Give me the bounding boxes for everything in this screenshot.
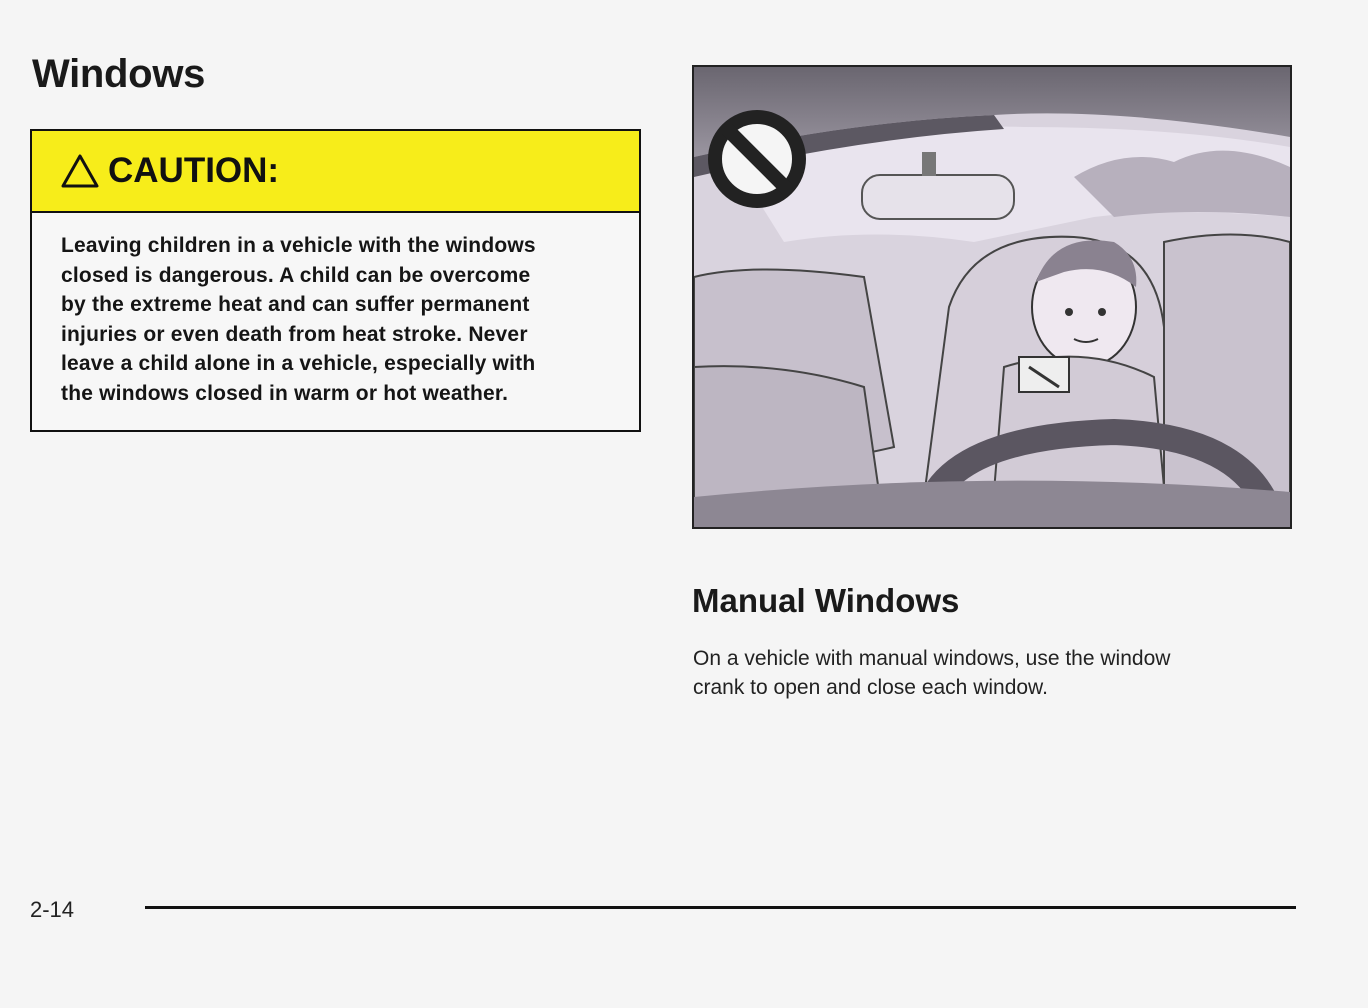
body-line: On a vehicle with manual windows, use the window — [693, 647, 1171, 670]
caution-line: leave a child alone in a vehicle, especially with — [61, 352, 536, 376]
caution-header — [32, 131, 639, 213]
manual-windows-text — [693, 644, 1273, 702]
caution-line: Leaving children in a vehicle with the windows — [61, 234, 536, 257]
caution-line: the windows closed in warm or hot weather. — [61, 381, 509, 405]
caution-text — [61, 231, 611, 409]
footer-rule — [145, 906, 1296, 909]
caution-title: CAUTION: — [108, 151, 280, 190]
caution-box — [30, 129, 641, 432]
child-in-car-illustration — [692, 65, 1292, 529]
section-title: Windows — [32, 52, 206, 96]
caution-line: closed is dangerous. A child can be overcome — [61, 263, 531, 287]
page-number: 2-14 — [30, 897, 75, 922]
body-line: crank to open and close each window. — [693, 676, 1048, 699]
prohibition-icon — [715, 117, 799, 201]
warning-triangle-icon — [60, 153, 100, 189]
caution-line: injuries or even death from heat stroke. Never — [61, 322, 528, 346]
manual-windows-title: Manual Windows — [692, 582, 960, 619]
caution-line: by the extreme heat and can suffer permanent — [61, 293, 530, 317]
